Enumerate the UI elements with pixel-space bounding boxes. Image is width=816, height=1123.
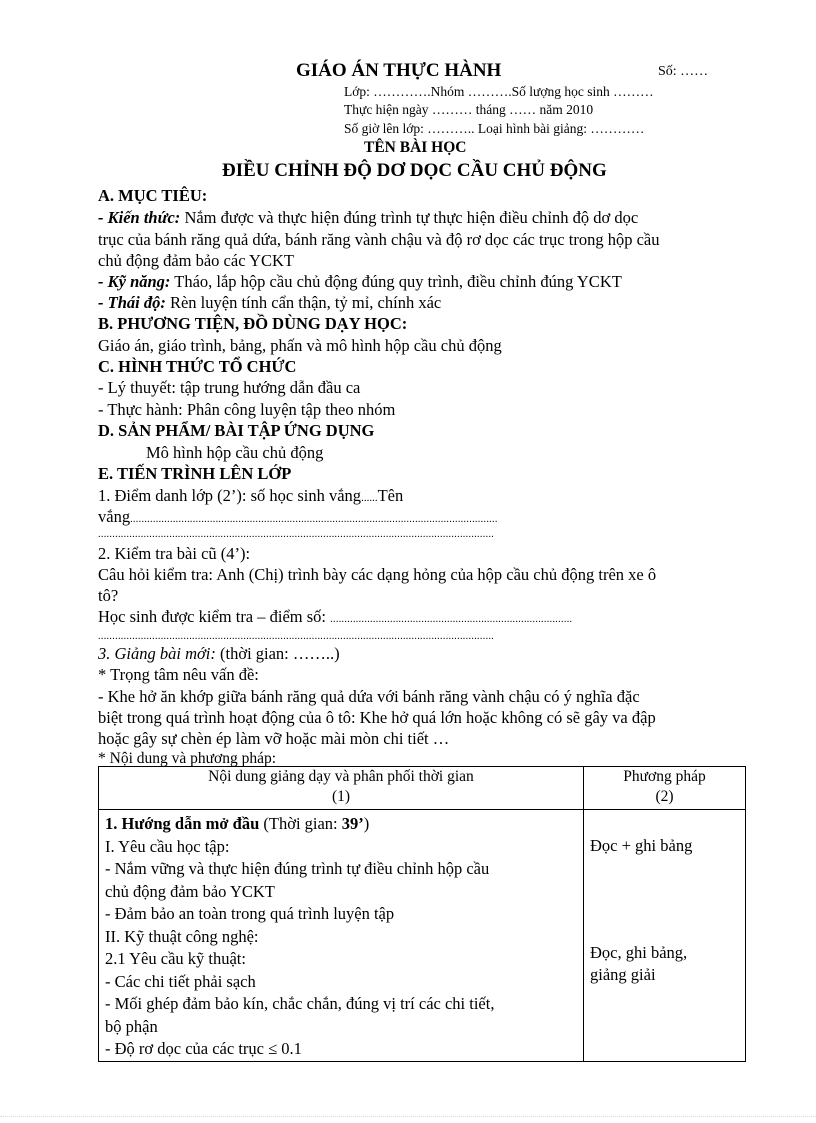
content-line: - Các chi tiết phải sạch [105,971,256,991]
section-title-close: ) [363,814,370,833]
kienthuc-label: - Kiến thức: [98,208,181,227]
lesson-hours-line: Số giờ lên lớp: ……….. Loại hình bài giảng: ………… [344,121,645,136]
kynang-line [98,271,622,293]
section-title-bold: 1. Hướng dẫn mở đầu [105,814,260,833]
content-line: - Mối ghép đảm bảo kín, chắc chắn, đúng vị trí các chi tiết, [105,994,495,1013]
date-line: Thực hiện ngày ……… tháng …… năm 2010 [344,102,594,117]
class-info-line: Lớp: ………….Nhóm ……….Số lượng học sinh ……… [344,84,654,99]
section-d-heading: D. SẢN PHẨM/ BÀI TẬP ỨNG DỤNG [98,421,375,440]
content-line: - Đảm bảo an toàn trong quá trình luyện tập [105,904,395,923]
page-bottom-rule [0,1116,816,1117]
kienthuc-line-2: trục của bánh răng quả dứa, bánh răng vành chậu và độ rơ dọc các trục trong hộp cầu [98,230,660,249]
focus-heading: * Trọng tâm nêu vấn đề: [98,665,259,684]
new-lesson-label: 3. Giảng bài mới: [98,644,216,663]
col1-header-label: Nội dung giảng dạy và phân phối thời gian [208,768,474,785]
section-c-heading: C. HÌNH THỨC TỔ CHỨC [98,357,297,376]
content-line: I. Yêu cầu học tập: [105,836,230,856]
attendance-absent-dots: ................................................................................................................................. [130,514,498,525]
method-line: giảng giải [590,965,656,984]
gap-line-3: hoặc gây sự chèn ép làm vỡ hoặc mài mòn chi tiết … [98,729,450,748]
section-title-time: 39’ [341,814,364,833]
section-title-rest: (Thời gian: [259,814,342,833]
document-title: GIÁO ÁN THỰC HÀNH [296,60,502,81]
lesson-label: TÊN BÀI HỌC [364,139,467,156]
attendance-text: 1. Điểm danh lớp (2’): số học sinh vắng [98,486,362,505]
col2-header [584,767,746,810]
content-line: chủ động đảm bảo YCKT [105,881,275,901]
gap-line-2: biệt trong quá trình hoạt động của ô tô: Khe hở quá lớn hoặc không có sẽ gây va đập [98,708,656,727]
content-method-heading: * Nội dung và phương pháp: [98,750,277,767]
table-header-row [99,767,746,810]
lesson-table [98,766,746,1062]
document-number: Số: …… [658,64,709,79]
section-a-heading: A. MỤC TIÊU: [98,186,208,205]
attendance-dots-line: ........................................................................................................................................... [98,529,495,540]
content-line: 2.1 Yêu cầu kỹ thuật: [105,949,246,968]
content-line: - Độ rơ dọc của các trục ≤ 0.1 [105,1039,302,1058]
kienthuc-text-1: Nắm được và thực hiện đúng trình tự thực hiện điều chỉnh độ dơ dọc [180,208,639,227]
kienthuc-line-1 [98,207,638,229]
new-lesson-time: (thời gian: ……..) [215,644,340,663]
thaido-label: - Thái độ: [98,293,166,312]
col1-header [99,767,584,810]
new-lesson-line [98,643,340,665]
section-d-text: Mô hình hộp cầu chủ động [146,443,324,462]
col2-header-label: Phương pháp [623,768,706,785]
kynang-text: Tháo, lắp hộp cầu chủ động đúng quy trình, điều chỉnh đúng YCKT [170,272,622,291]
method-line: Đọc + ghi bảng [590,836,693,855]
section-b-heading: B. PHƯƠNG TIỆN, ĐỒ DÙNG DẠY HỌC: [98,314,408,333]
old-lesson-heading: 2. Kiểm tra bài cũ (4’): [98,544,251,563]
kienthuc-line-3: chủ động đảm bảo các YCKT [98,251,294,270]
question-line-1: Câu hỏi kiểm tra: Anh (Chị) trình bày các dạng hỏng của hộp cầu chủ động trên xe ô [98,565,657,584]
content-line: II. Kỹ thuật công nghệ: [105,926,259,946]
attendance-name-label: Tên [377,486,404,505]
thaido-text: Rèn luyện tính cẩn thận, tỷ mỉ, chính xác [165,293,442,312]
section-b-text: Giáo án, giáo trình, bảng, phấn và mô hình hộp cầu chủ động [98,336,502,355]
section-title-line [105,813,577,836]
score-dots-line: ........................................................................................................................................... [98,631,495,642]
col2-header-num: (2) [655,788,674,805]
section-c-line-2: - Thực hành: Phân công luyện tập theo nhóm [98,400,396,419]
section-e-heading: E. TIẾN TRÌNH LÊN LỚP [98,464,292,483]
lesson-title: ĐIỀU CHỈNH ĐỘ DƠ DỌC CẦU CHỦ ĐỘNG [222,160,607,181]
question-line-2: tô? [98,586,119,605]
kynang-label: - Kỹ năng: [98,272,171,291]
attendance-absent-label: vắng [98,507,131,526]
content-line: - Nắm vững và thực hiện đúng trình tự điều chỉnh hộp cầu [105,859,490,878]
table-row [99,810,746,1062]
student-score-label: Học sinh được kiểm tra – điểm số: [98,607,327,626]
thaido-line [98,292,441,314]
method-cell [584,810,746,1062]
section-c-line-1: - Lý thuyết: tập trung hướng dẫn đầu ca [98,378,361,397]
gap-line-1: - Khe hở ăn khớp giữa bánh răng quả dứa với bánh răng vành chậu có ý nghĩa đặc [98,687,640,706]
content-line: bộ phận [105,1016,158,1036]
student-score-dots: ..................................................................................... [330,614,573,625]
attendance-dots: ...... [361,492,378,504]
method-line: Đọc, ghi bảng, [590,942,688,962]
col1-header-num: (1) [331,788,351,805]
content-cell [99,810,584,1062]
